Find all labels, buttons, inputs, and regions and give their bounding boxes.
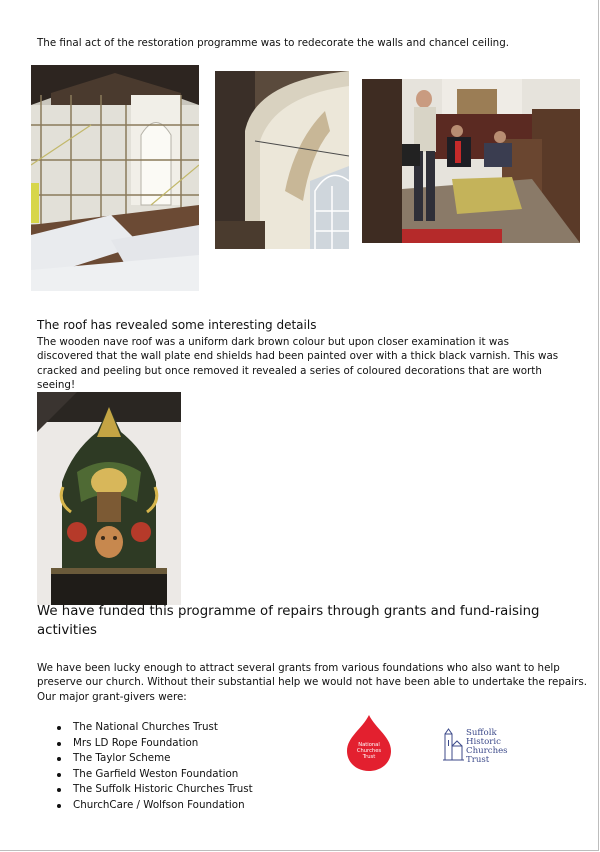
nct-logo-line3: Trust [362,754,376,760]
nct-logo-line1: National [358,742,380,748]
shct-logo-line3: Churches [466,746,508,756]
grant-list [55,720,253,814]
scaffolding-nave-photo [31,65,199,291]
roof-heading: The roof has revealed some interesting details [37,318,317,332]
nct-logo-line2: Churches [356,748,382,754]
list-item: The Suffolk Historic Churches Trust [55,782,253,798]
funding-heading: We have funded this programme of repairs through grants and fund-raising activities [37,604,540,638]
intro-text: The final act of the restoration programme was to redecorate the walls and chancel ceiling. [37,37,510,49]
list-item: The Taylor Scheme [55,751,253,767]
roof-paragraph: The wooden nave roof was a uniform dark brown colour but upon closer examination it was discovered that the wall plate end shields had been painted over with a thick black varnish. This was cracked and peeling but once removed it revealed a series of coloured decorations that are worth seeing! [37,336,559,391]
shct-logo-text [466,729,508,765]
list-item: Mrs LD Rope Foundation [55,736,253,752]
national-churches-trust-logo [342,713,396,773]
shct-logo-line1: Suffolk [466,728,497,738]
chancel-inspection-photo [362,79,580,243]
list-item: The Garfield Weston Foundation [55,767,253,783]
window-arch-photo [215,71,349,249]
shct-logo-line4: Trust [466,755,490,765]
funding-paragraph: We have been lucky enough to attract several grants from various foundations who also want to help preserve our church. Without their substantial help we would not have been able to undertake the repairs. Our major grant-givers were: [37,662,587,703]
painted-shield-photo [37,392,181,605]
list-item: ChurchCare / Wolfson Foundation [55,798,253,814]
list-item: The National Churches Trust [55,720,253,736]
shct-logo-line2: Historic [466,737,501,747]
